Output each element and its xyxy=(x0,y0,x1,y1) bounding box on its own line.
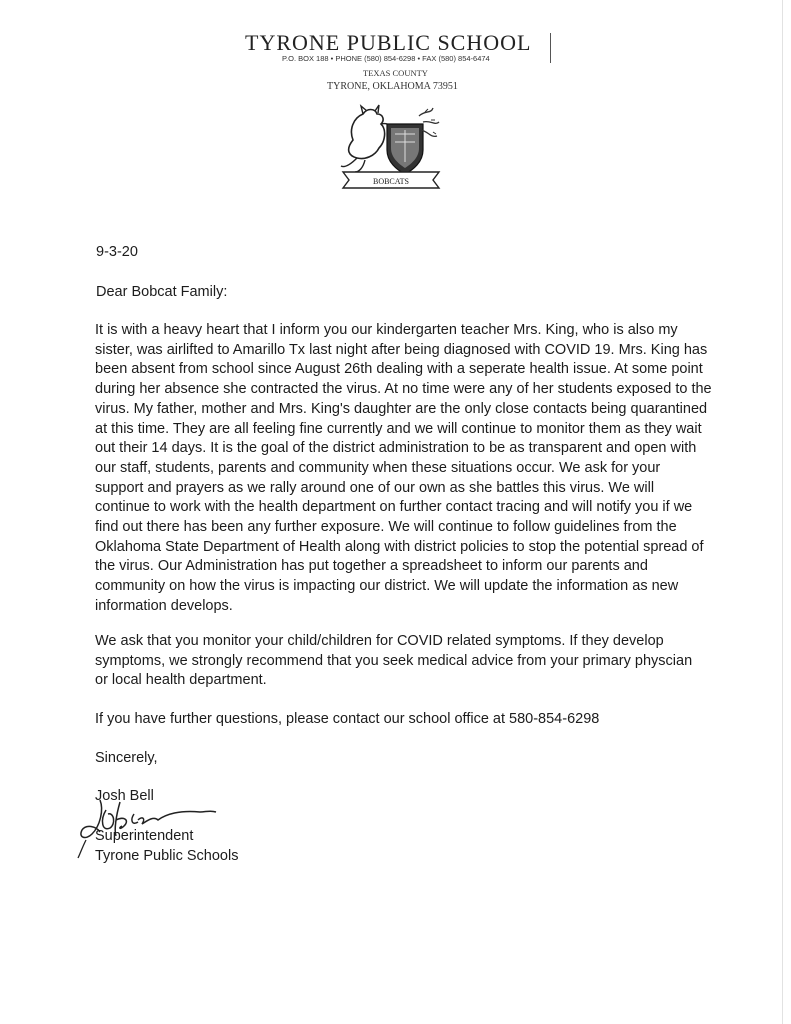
paragraph-line: during her absence she contracted the virus. At no time were any of her students exposed to the xyxy=(95,381,712,398)
paragraph-line: support and prayers as we rally around one of our own as she battles this virus. We will xyxy=(95,479,655,496)
signer-name: Josh Bell xyxy=(95,788,154,804)
paragraph-line: We ask that you monitor your child/children for COVID related symptoms. If they develop xyxy=(95,633,664,649)
paragraph-line: the virus. Our Administration has put together a spreadsheet to inform our parents and xyxy=(95,558,648,575)
paragraph-line: at this time. They are all feeling fine currently and we will continue to monitor them as they wait xyxy=(95,420,702,437)
paragraph-line: Oklahoma State Department of Health along with district policies to stop the potential spread of xyxy=(95,538,704,555)
letter-greeting: Dear Bobcat Family: xyxy=(96,284,228,300)
paragraph-line: continue to work with the health department on further contact tracing and will notify you if we xyxy=(95,499,693,516)
school-city: TYRONE, OKLAHOMA 73951 xyxy=(327,81,458,92)
body-paragraph-1 xyxy=(95,321,712,617)
letterhead xyxy=(0,0,791,200)
body-paragraph-3: If you have further questions, please contact our school office at 580-854-6298 xyxy=(95,711,600,727)
letterhead-divider xyxy=(550,33,551,63)
paragraph-line: out their 14 days. It is the goal of the district administration to be as transparent and open with xyxy=(95,440,697,457)
bobcat-logo-icon xyxy=(335,100,445,192)
paragraph-line: find out there has been any further exposure. We will continue to follow guidelines from the xyxy=(95,519,677,536)
paragraph-line: symptoms, we strongly recommend that you seek medical advice from your primary physcian xyxy=(95,652,693,669)
body-paragraph-2 xyxy=(95,632,692,691)
paragraph-line: our staff, students, parents and community when these situations occur. We ask for your xyxy=(95,459,661,476)
paragraph-line: information develops. xyxy=(95,597,233,614)
school-county: TEXAS COUNTY xyxy=(363,68,428,78)
paragraph-line: or local health department. xyxy=(95,672,267,689)
logo-banner-text: BOBCATS xyxy=(372,177,410,186)
school-name: TYRONE PUBLIC SCHOOL xyxy=(245,30,532,55)
school-address: P.O. BOX 188 • PHONE (580) 854-6298 • FAX (580) 854-6474 xyxy=(282,54,490,63)
signer-title: Superintendent xyxy=(95,828,194,844)
paragraph-line: community on how the virus is impacting our district. We will update the information as new xyxy=(95,578,679,595)
letter-date: 9-3-20 xyxy=(96,244,138,260)
letter-closing: Sincerely, xyxy=(95,750,158,766)
paragraph-line: It is with a heavy heart that I inform you our kindergarten teacher Mrs. King, who is also my xyxy=(95,322,678,338)
paragraph-line: virus. My father, mother and Mrs. King's daughter are the only close contacts being quarantined xyxy=(95,400,708,417)
paragraph-line: been absent from school since August 26th dealing with a seperate health issue. At some point xyxy=(95,361,703,378)
signer-organization: Tyrone Public Schools xyxy=(95,848,239,864)
paragraph-line: sister, was airlifted to Amarillo Tx last night after being diagnosed with COVID 19. Mrs. King has xyxy=(95,341,708,358)
